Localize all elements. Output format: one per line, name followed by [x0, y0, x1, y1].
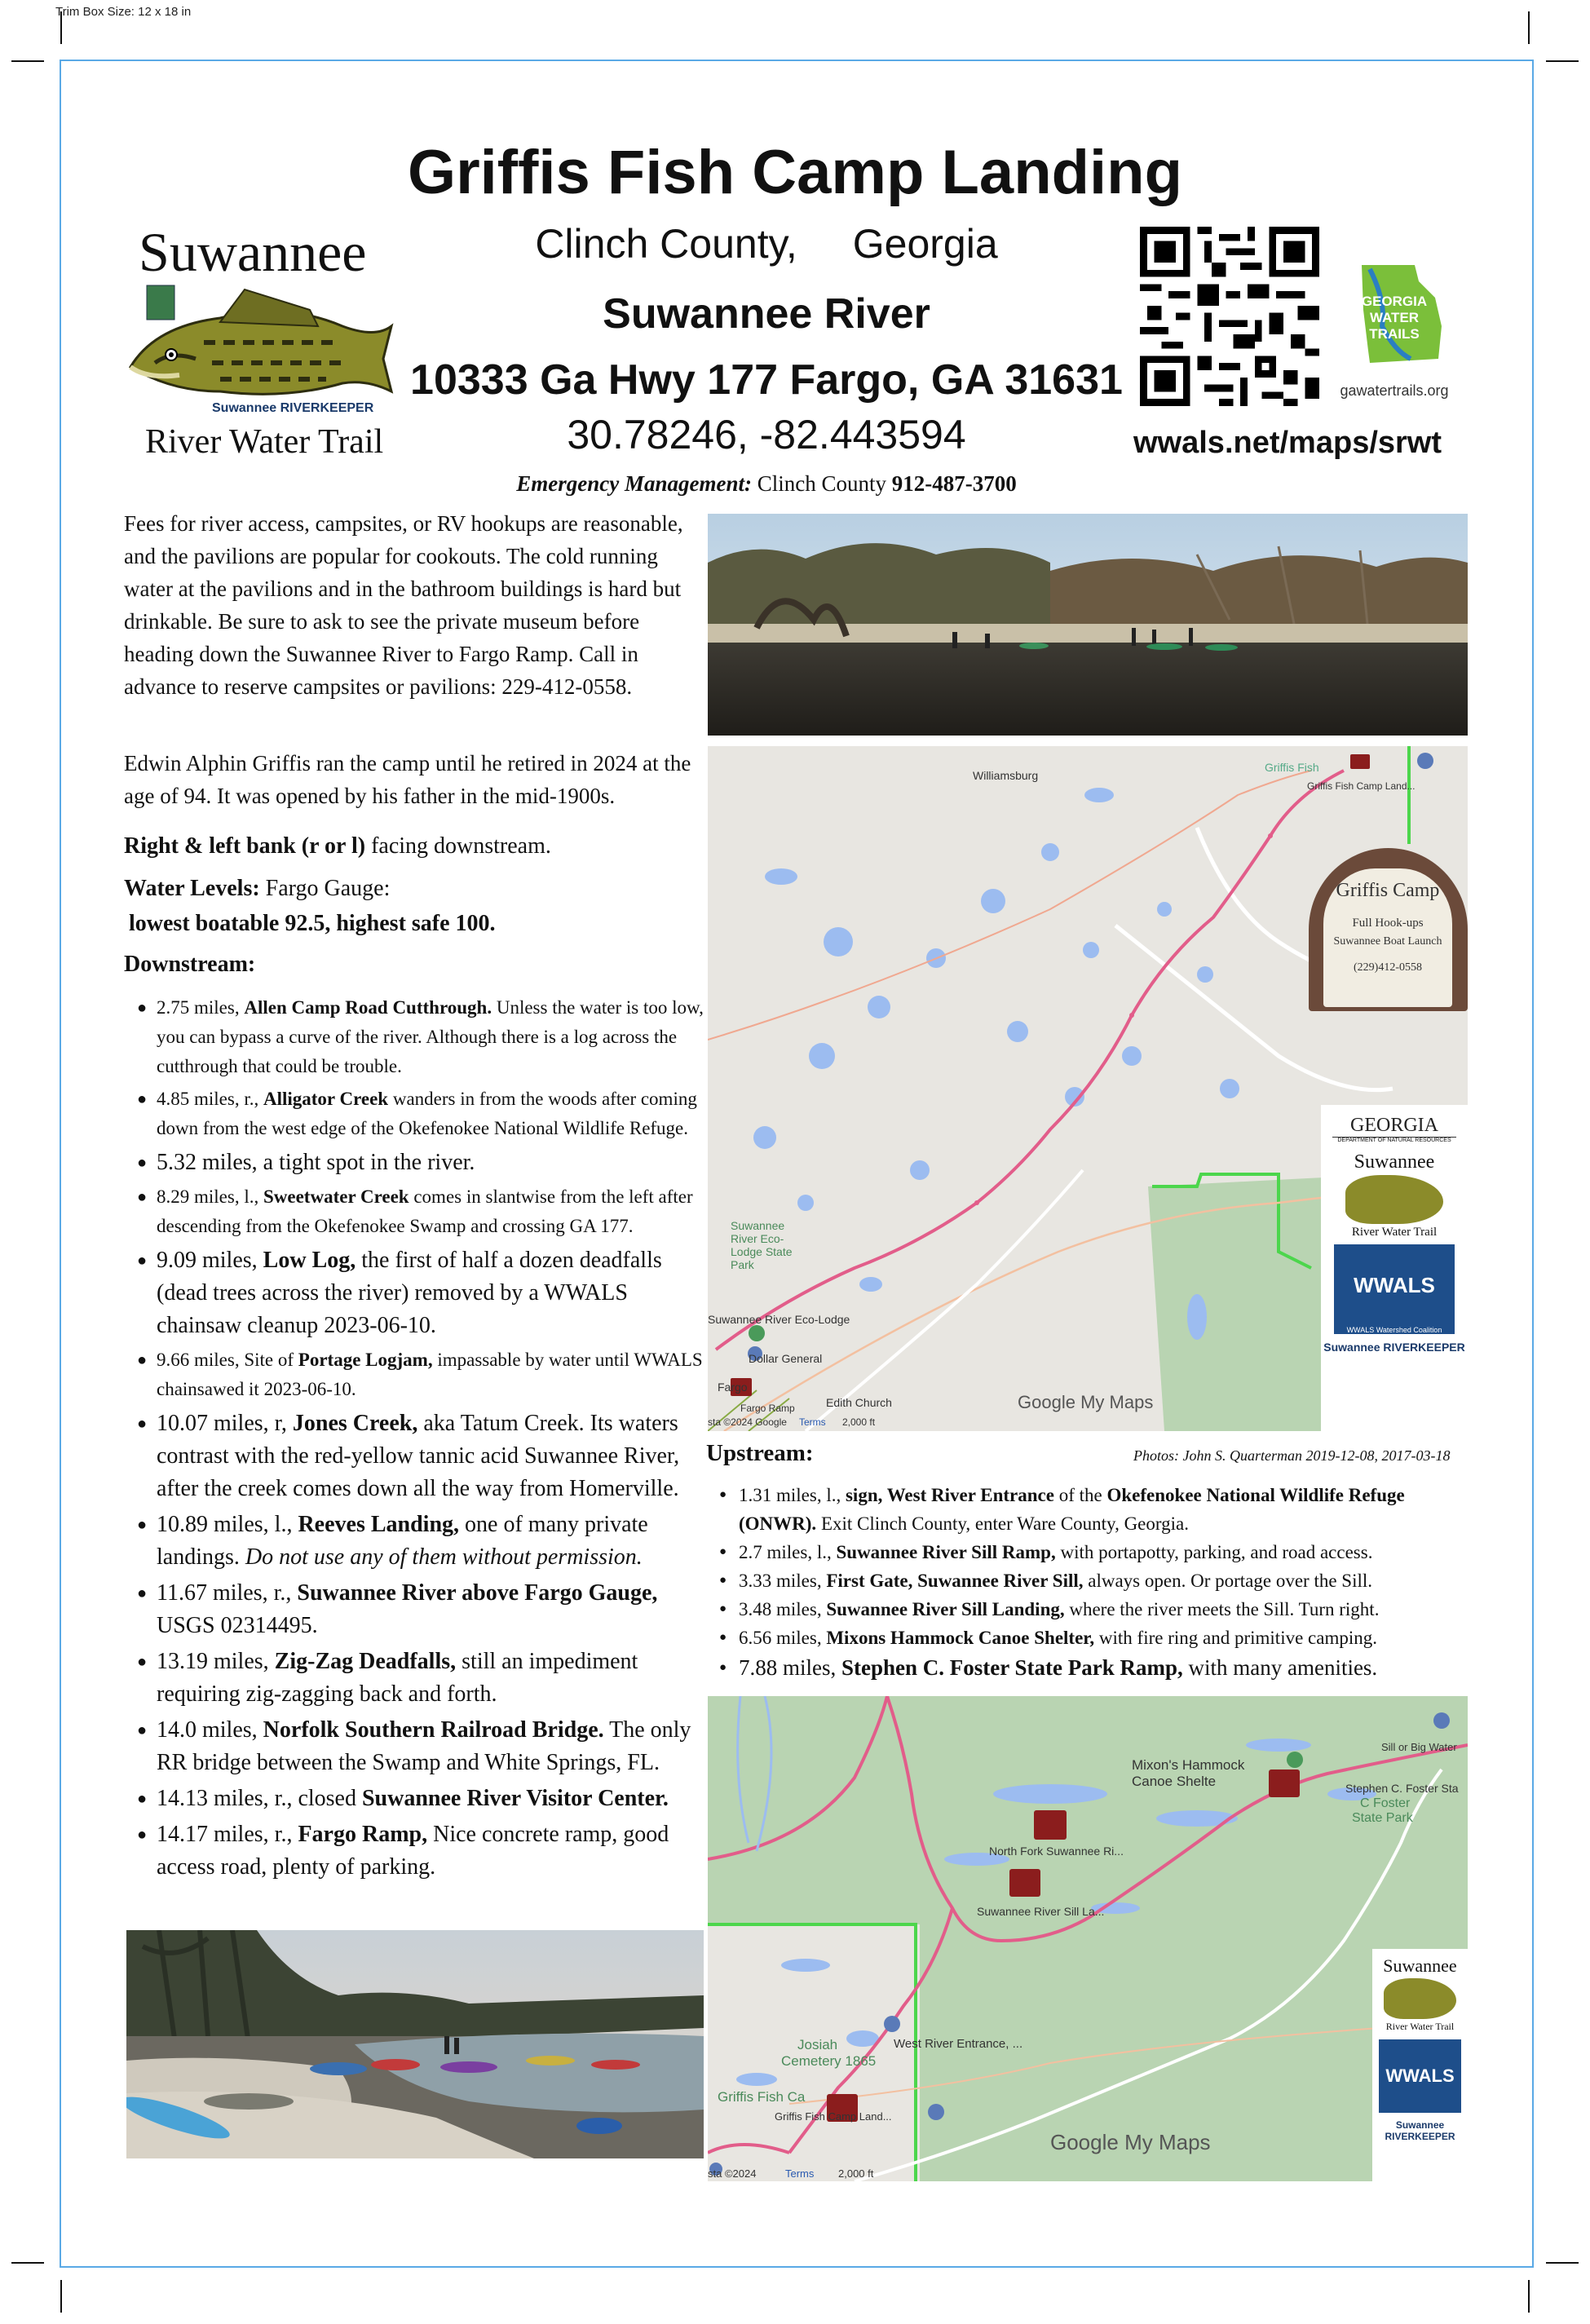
google-my-maps-logo: [1050, 2130, 1211, 2155]
downstream-item-prefix: 14.0 miles,: [157, 1717, 263, 1743]
map-label: C Foster: [1360, 1796, 1411, 1810]
wwals-sub: WWALS Watershed Coalition: [1334, 1326, 1455, 1334]
downstream-item-desc: impassable by water until WWALS chainsawed it 2023-06-10.: [157, 1350, 703, 1399]
map-label: Edith Church: [826, 1396, 892, 1409]
page-title: Griffis Fish Camp Landing: [407, 138, 1183, 207]
map-label: State Park: [1352, 1811, 1413, 1825]
srwt-mini-logo: Suwannee: [1354, 1151, 1435, 1173]
downstream-item-prefix: 2.75 miles,: [157, 997, 245, 1018]
water-levels-label: Water Levels:: [124, 876, 260, 901]
downstream-item: [137, 1182, 708, 1241]
crop-mark: [11, 2262, 44, 2264]
map-label: Williamsburg: [973, 769, 1039, 782]
map-scale: 2,000 ft: [842, 1416, 876, 1428]
crop-mark: [1528, 11, 1530, 44]
downstream-item-desc: one of many private landings.: [157, 1512, 648, 1570]
bass-fish-icon: [1384, 1978, 1456, 2019]
downstream-item: [137, 1345, 708, 1404]
crop-mark: [1546, 60, 1579, 62]
upstream-item-desc: with many amenities.: [1182, 1655, 1378, 1680]
downstream-item-name: Portage Logjam,: [298, 1350, 433, 1370]
downstream-item: [137, 1646, 708, 1711]
bass-fish-icon: [1345, 1175, 1443, 1224]
google-my-maps-logo: [1018, 1392, 1153, 1413]
history-paragraph: Edwin Alphin Griffis ran the camp until he retired in 2024 at the age of 94. It was opened by his father in the mid-1900s.: [124, 751, 691, 808]
my-maps-wordmark: My Maps: [1124, 2130, 1211, 2154]
srwt-mini-logo: Suwannee: [1383, 1955, 1457, 1976]
downstream-item-prefix: 10.07 miles, r,: [157, 1411, 293, 1436]
downstream-item-name: Zig-Zag Deadfalls,: [274, 1649, 457, 1674]
downstream-heading: Downstream:: [124, 952, 256, 977]
downstream-item-name: Allen Camp Road Cutthrough.: [244, 997, 492, 1018]
downstream-item-name: Norfolk Southern Railroad Bridge.: [263, 1717, 604, 1743]
downstream-item-desc: Unless the water is too low, you can bypass a curve of the river. Although there is a log across the cutthrough that could be trouble.: [157, 997, 704, 1076]
county-line: [457, 220, 1076, 267]
sign-line: Griffis Camp: [1336, 880, 1440, 901]
upstream-map[interactable]: [708, 1696, 1468, 2181]
downstream-item-prefix: 9.09 miles,: [157, 1248, 263, 1273]
svg-text:WATER: WATER: [1369, 310, 1420, 325]
upstream-item-name: First Gate, Suwannee River Sill,: [826, 1571, 1084, 1591]
sponsor-logos: [1321, 1105, 1468, 1431]
downstream-item-desc: still an impediment requiring zig-zagging back and forth.: [157, 1649, 638, 1707]
downstream-item: [137, 1407, 708, 1505]
bank-note-bold: Right & left bank (r or l): [124, 833, 366, 859]
emergency-phone: 912-487-3700: [891, 471, 1017, 496]
map-label: Suwannee River Eco-Lodge: [708, 1313, 850, 1326]
map-label: Josiah: [797, 2037, 838, 2052]
emergency-label: Emergency Management:: [516, 471, 752, 496]
downstream-item-desc: Nice concrete ramp, good access road, plenty of parking.: [157, 1822, 669, 1880]
downstream-item-name: Fargo Ramp,: [298, 1822, 428, 1847]
gwt-url: gawatertrails.org: [1340, 382, 1449, 399]
map-label: Mixon's Hammock Canoe Shelte: [1132, 1757, 1245, 1789]
trim-box-label: Trim Box Size: 12 x 18 in: [55, 5, 192, 19]
intro-paragraph: Fees for river access, campsites, or RV hookups are reasonable, and the pavilions are popular for cookouts. The cold running water at the pavilions and in the bathroom buildings is hard but drinkable. Be sure to ask to see the private museum before heading down the Suwannee River to Fargo Ramp. Call in advance to reserve campsites or pavilions: 229-412-0558.: [124, 511, 683, 699]
map-terms-link[interactable]: Terms: [785, 2167, 815, 2180]
downstream-item-name: Sweetwater Creek: [263, 1186, 409, 1207]
map-label: Dollar General: [749, 1352, 823, 1365]
downstream-item-warning: Do not use any of them without permission.: [245, 1544, 643, 1570]
upstream-item-desc: where the river meets the Sill. Turn right.: [1064, 1599, 1380, 1619]
water-levels-range: lowest boatable 92.5, highest safe 100.: [129, 911, 496, 936]
downstream-item-desc: The only RR bridge between the Swamp and White Springs, FL.: [157, 1717, 691, 1775]
river-photo-top: [708, 514, 1468, 736]
coordinates: 30.78246, -82.443594: [567, 412, 966, 457]
upstream-item-prefix: 3.33 miles,: [739, 1571, 827, 1591]
downstream-item: [137, 1714, 708, 1779]
map-label: Cemetery 1865: [781, 2053, 877, 2069]
wwals-logo: WWALS: [1334, 1244, 1455, 1326]
downstream-item: [137, 1509, 708, 1574]
downstream-item-prefix: 4.85 miles, r.,: [157, 1089, 263, 1109]
srwt-logo-bottom: River Water Trail: [145, 423, 384, 461]
downstream-item: [137, 1085, 708, 1143]
upstream-item-name2: Okefenokee National Wildlife Refuge (ONWR).: [739, 1485, 1405, 1534]
srwt-riverkeeper: Suwannee RIVERKEEPER: [212, 401, 374, 415]
map-label: Griffis Fish: [1265, 761, 1319, 774]
upstream-item: [719, 1538, 1469, 1566]
emergency-county: Clinch County: [757, 471, 886, 496]
map-canvas: [708, 1696, 1468, 2181]
downstream-item-desc: wanders in from the woods after coming down from the west edge of the Okefenokee National Wildlife Refuge.: [157, 1089, 697, 1138]
map-label: Stephen C. Foster Sta: [1345, 1782, 1459, 1795]
downstream-item-desc: the first of half a dozen deadfalls (dead trees across the river) removed by a WWALS chainsaw cleanup 2023-06-10.: [157, 1248, 662, 1338]
map-label: Suwannee River Eco-Lodge State Park: [731, 1219, 793, 1271]
map-label: Griffis Fish Camp Land...: [1307, 780, 1416, 792]
downstream-item-prefix: 10.89 miles, l.,: [157, 1512, 298, 1537]
upstream-item-prefix: 7.88 miles,: [739, 1655, 841, 1680]
photo-credit: Photos: John S. Quarterman 2019-12-08, 2017-03-18: [1133, 1447, 1451, 1464]
upstream-item-prefix: 6.56 miles,: [739, 1628, 827, 1648]
downstream-item: [137, 1147, 708, 1179]
upstream-item-name: Mixons Hammock Canoe Shelter,: [826, 1628, 1095, 1648]
downstream-item-prefix: 8.29 miles, l.,: [157, 1186, 263, 1207]
map-label: Fargo Ramp: [740, 1403, 795, 1414]
kayaks-photo: [126, 1930, 704, 2158]
downstream-list: [137, 993, 708, 1887]
qr-code-icon: [1140, 227, 1319, 406]
downstream-map[interactable]: [708, 746, 1468, 1431]
map-label: North Fork Suwannee Ri...: [989, 1845, 1124, 1858]
wwals-logo: WWALS: [1379, 2039, 1461, 2113]
sign-line: Full Hook-ups: [1352, 917, 1424, 930]
downstream-item-name: Suwannee River Visitor Center.: [361, 1786, 669, 1811]
river-name: Suwannee River: [603, 290, 930, 338]
downstream-item-name: Alligator Creek: [263, 1089, 389, 1109]
downstream-item-prefix: 9.66 miles, Site of: [157, 1350, 298, 1370]
google-wordmark: Google: [1050, 2130, 1119, 2154]
map-label: Griffis Fish Ca: [718, 2089, 806, 2105]
crop-mark: [60, 2280, 62, 2313]
map-label: West River Entrance, ...: [894, 2037, 1023, 2051]
downstream-item-prefix: 13.19 miles,: [157, 1649, 275, 1674]
upstream-heading: Upstream:: [706, 1440, 814, 1466]
upstream-item-name: Suwannee River Sill Landing,: [826, 1599, 1065, 1619]
upstream-item-desc: of the: [1053, 1485, 1107, 1505]
downstream-item-name: Low Log,: [263, 1248, 356, 1273]
upstream-item: [719, 1652, 1469, 1683]
downstream-item-desc: USGS 02314495.: [157, 1613, 318, 1638]
srwt-logo-top: Suwannee: [139, 221, 367, 283]
upstream-item: [719, 1595, 1469, 1624]
map-label: Fargo: [718, 1381, 748, 1394]
griffis-camp-sign-photo: [1309, 848, 1468, 1011]
gdnr-logo: GEORGIA: [1350, 1115, 1438, 1136]
gwt-title: GEORGIA: [1361, 294, 1428, 309]
map-scale: 2,000 ft: [838, 2167, 874, 2180]
address: 10333 Ga Hwy 177 Fargo, GA 31631: [410, 356, 1123, 404]
upstream-item-desc2: Exit Clinch County, enter Ware County, Georgia.: [816, 1513, 1189, 1534]
bank-note-rest: facing downstream.: [365, 833, 551, 859]
srwt-mini-logo-bottom: River Water Trail: [1385, 2021, 1455, 2032]
upstream-item-desc: always open. Or portage over the Sill.: [1083, 1571, 1373, 1591]
map-terms-link[interactable]: Terms: [799, 1416, 826, 1428]
downstream-item: [137, 1244, 708, 1342]
srwt-logo: [122, 220, 408, 465]
downstream-item-prefix: 5.32 miles, a tight spot in the river.: [157, 1150, 475, 1175]
county-name: Clinch County,: [535, 221, 797, 267]
upstream-item-prefix: 2.7 miles, l.,: [739, 1542, 837, 1562]
downstream-item-desc: comes in slantwise from the left after descending from the Okefenokee Swamp and crossing GA 177.: [157, 1186, 693, 1236]
downstream-item: [137, 1783, 708, 1815]
state-name: Georgia: [852, 221, 998, 267]
crop-mark: [1546, 2262, 1579, 2264]
sponsor-logos: [1372, 1949, 1468, 2181]
sign-line: Suwannee Boat Launch: [1333, 935, 1442, 948]
downstream-item-prefix: 14.17 miles, r.,: [157, 1822, 298, 1847]
downstream-item-prefix: 11.67 miles, r.,: [157, 1580, 298, 1606]
my-maps-wordmark: My Maps: [1080, 1392, 1154, 1412]
georgia-state-icon: [1337, 261, 1451, 375]
upstream-item: [719, 1624, 1469, 1652]
map-label: Griffis Fish Camp Land...: [775, 2110, 892, 2123]
upstream-item: [719, 1566, 1469, 1595]
riverkeeper-logo: Suwannee RIVERKEEPER: [1385, 2119, 1455, 2142]
upstream-item-prefix: 3.48 miles,: [739, 1599, 827, 1619]
downstream-item-name: Jones Creek,: [292, 1411, 418, 1436]
wwals-map-url[interactable]: wwals.net/maps/srwt: [1133, 426, 1442, 460]
upstream-item-name: sign, West River Entrance: [845, 1485, 1054, 1505]
georgia-water-trails-logo: [1337, 261, 1451, 408]
upstream-list: [719, 1481, 1469, 1683]
downstream-item-desc: aka Tatum Creek. Its waters contrast with the red-yellow tannic acid Suwannee River, after the creek comes down all the way from Homerville.: [157, 1411, 680, 1501]
map-copyright: sta ©2024 Google: [708, 1416, 787, 1428]
google-wordmark: Google: [1018, 1392, 1075, 1412]
upstream-item: [719, 1481, 1469, 1538]
downstream-item: [137, 1818, 708, 1884]
water-levels-gauge: Fargo Gauge:: [259, 876, 391, 901]
downstream-item: [137, 1577, 708, 1642]
riverkeeper-logo: Suwannee RIVERKEEPER: [1323, 1341, 1465, 1354]
map-copyright: sta ©2024: [708, 2167, 757, 2180]
downstream-item: [137, 993, 708, 1081]
downstream-item-name: Reeves Landing,: [298, 1512, 460, 1537]
upstream-item-name: Suwannee River Sill Ramp,: [836, 1542, 1056, 1562]
downstream-item-name: Suwannee River above Fargo Gauge,: [297, 1580, 658, 1606]
map-label: Sill or Big Water: [1381, 1741, 1457, 1753]
upstream-item-prefix: 1.31 miles, l.,: [739, 1485, 846, 1505]
water-levels: [124, 873, 711, 905]
upstream-item-desc: with portapotty, parking, and road access.: [1055, 1542, 1373, 1562]
crop-mark: [11, 60, 44, 62]
sign-line: (229)412-0558: [1354, 961, 1422, 974]
gdnr-sub: DEPARTMENT OF NATURAL RESOURCES: [1332, 1137, 1456, 1143]
map-label: Suwannee River Sill La...: [977, 1905, 1105, 1918]
srwt-mini-logo-bottom: River Water Trail: [1351, 1226, 1438, 1239]
bank-note: [124, 830, 711, 863]
crop-mark: [1528, 2280, 1530, 2313]
downstream-item-prefix: 14.13 miles, r., closed: [157, 1786, 362, 1811]
upstream-item-name: Stephen C. Foster State Park Ramp,: [841, 1655, 1183, 1680]
emergency-line: [359, 471, 1174, 497]
svg-text:TRAILS: TRAILS: [1369, 326, 1420, 342]
upstream-item-desc: with fire ring and primitive camping.: [1094, 1628, 1377, 1648]
